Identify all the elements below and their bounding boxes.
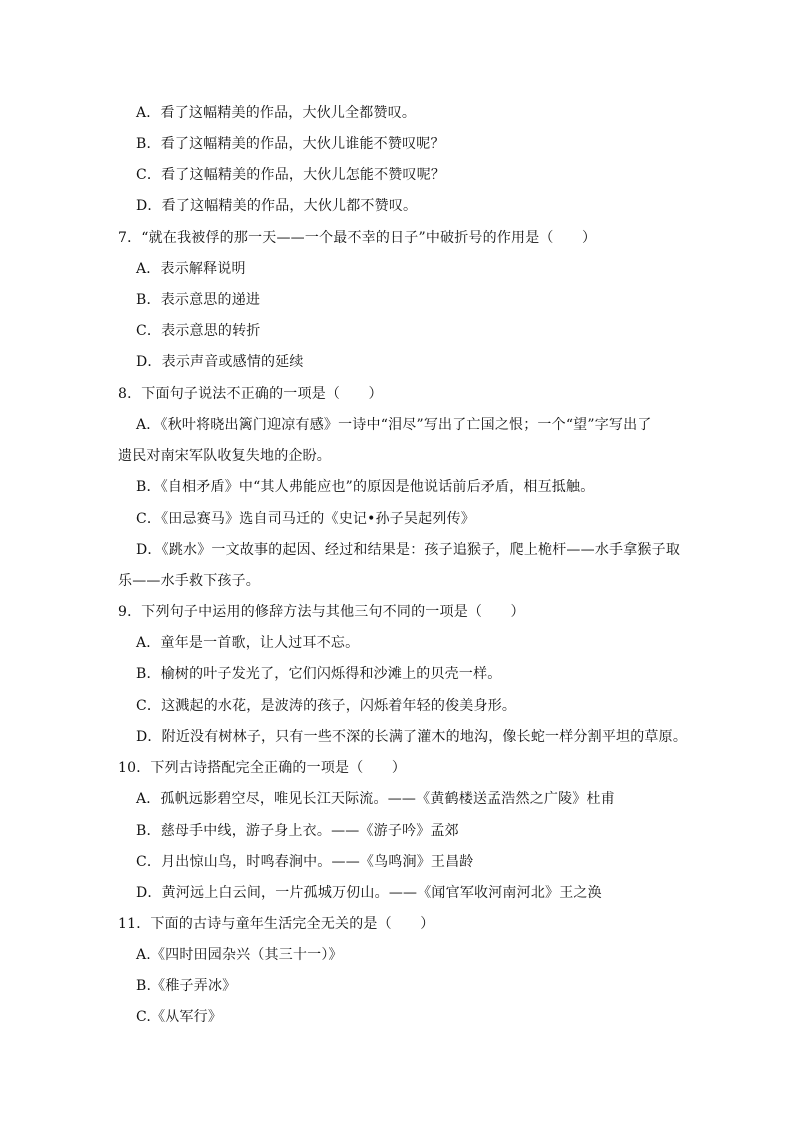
q11-option-a: A.《四时田园杂兴（其三十一）》 xyxy=(136,947,343,963)
q6-option-c: C．看了这幅精美的作品，大伙儿怎能不赞叹呢？ xyxy=(136,167,446,183)
q9-stem: 9．下列句子中运用的修辞方法与其他三句不同的一项是（ ） xyxy=(118,604,525,620)
q11-stem: 11．下面的古诗与童年生活完全无关的是（ ） xyxy=(118,916,435,932)
q8-option-d-line2: 乐——水手救下孩子。 xyxy=(118,573,260,589)
q9-option-a: A．童年是一首歌，让人过耳不忘。 xyxy=(136,635,360,651)
q7-stem: 7．“就在我被俘的那一天——一个最不幸的日子”中破折号的作用是（ ） xyxy=(118,230,597,246)
q11-option-c: C.《从军行》 xyxy=(136,1009,223,1025)
q8-option-d-line1: D．《跳水》一文故事的起因、经过和结果是：孩子追猴子，爬上桅杆——水手拿猴子取 xyxy=(136,542,681,558)
q7-option-b: B．表示意思的递进 xyxy=(136,292,261,308)
q6-option-a: A．看了这幅精美的作品，大伙儿全都赞叹。 xyxy=(136,105,417,121)
q8-option-b: B．《自相矛盾》中“其人弗能应也”的原因是他说话前后矛盾，相互抵触。 xyxy=(136,479,595,495)
q11-option-b: B.《稚子弄冰》 xyxy=(136,978,237,994)
q10-option-a: A．孤帆远影碧空尽，唯见长江天际流。——《黄鹤楼送孟浩然之广陵》杜甫 xyxy=(136,791,615,807)
q9-option-c: C．这溅起的水花，是波涛的孩子，闪烁着年轻的俊美身形。 xyxy=(136,698,517,714)
q8-option-a-line1: A．《秋叶将晓出篱门迎凉有感》一诗中“泪尽”写出了亡国之恨；一个“望”字写出了 xyxy=(136,417,652,433)
q10-option-b: B．慈母手中线，游子身上衣。——《游子吟》孟郊 xyxy=(136,823,459,839)
q8-stem: 8．下面句子说法不正确的一项是（ ） xyxy=(118,386,383,402)
q8-option-a-line2: 遗民对南宋军队收复失地的企盼。 xyxy=(118,448,331,464)
q7-option-c: C．表示意思的转折 xyxy=(136,323,261,339)
q6-option-b: B．看了这幅精美的作品，大伙儿谁能不赞叹呢？ xyxy=(136,136,445,152)
q10-option-c: C．月出惊山鸟，时鸣春涧中。——《鸟鸣涧》王昌龄 xyxy=(136,854,474,870)
q7-option-d: D．表示声音或感情的延续 xyxy=(136,354,304,370)
q8-option-c: C．《田忌赛马》选自司马迁的《史记•孙子吴起列传》 xyxy=(136,511,475,527)
q10-stem: 10．下列古诗搭配完全正确的一项是（ ） xyxy=(118,760,407,776)
q6-option-d: D．看了这幅精美的作品，大伙儿都不赞叹。 xyxy=(136,198,418,214)
q10-option-d: D．黄河远上白云间，一片孤城万仞山。——《闻官军收河南河北》王之涣 xyxy=(136,885,602,901)
q9-option-d: D．附近没有树林子，只有一些不深的长满了灌木的地沟，像长蛇一样分割平坦的草原。 xyxy=(136,729,688,745)
q7-option-a: A．表示解释说明 xyxy=(136,261,246,277)
q9-option-b: B．榆树的叶子发光了，它们闪烁得和沙滩上的贝壳一样。 xyxy=(136,666,502,682)
